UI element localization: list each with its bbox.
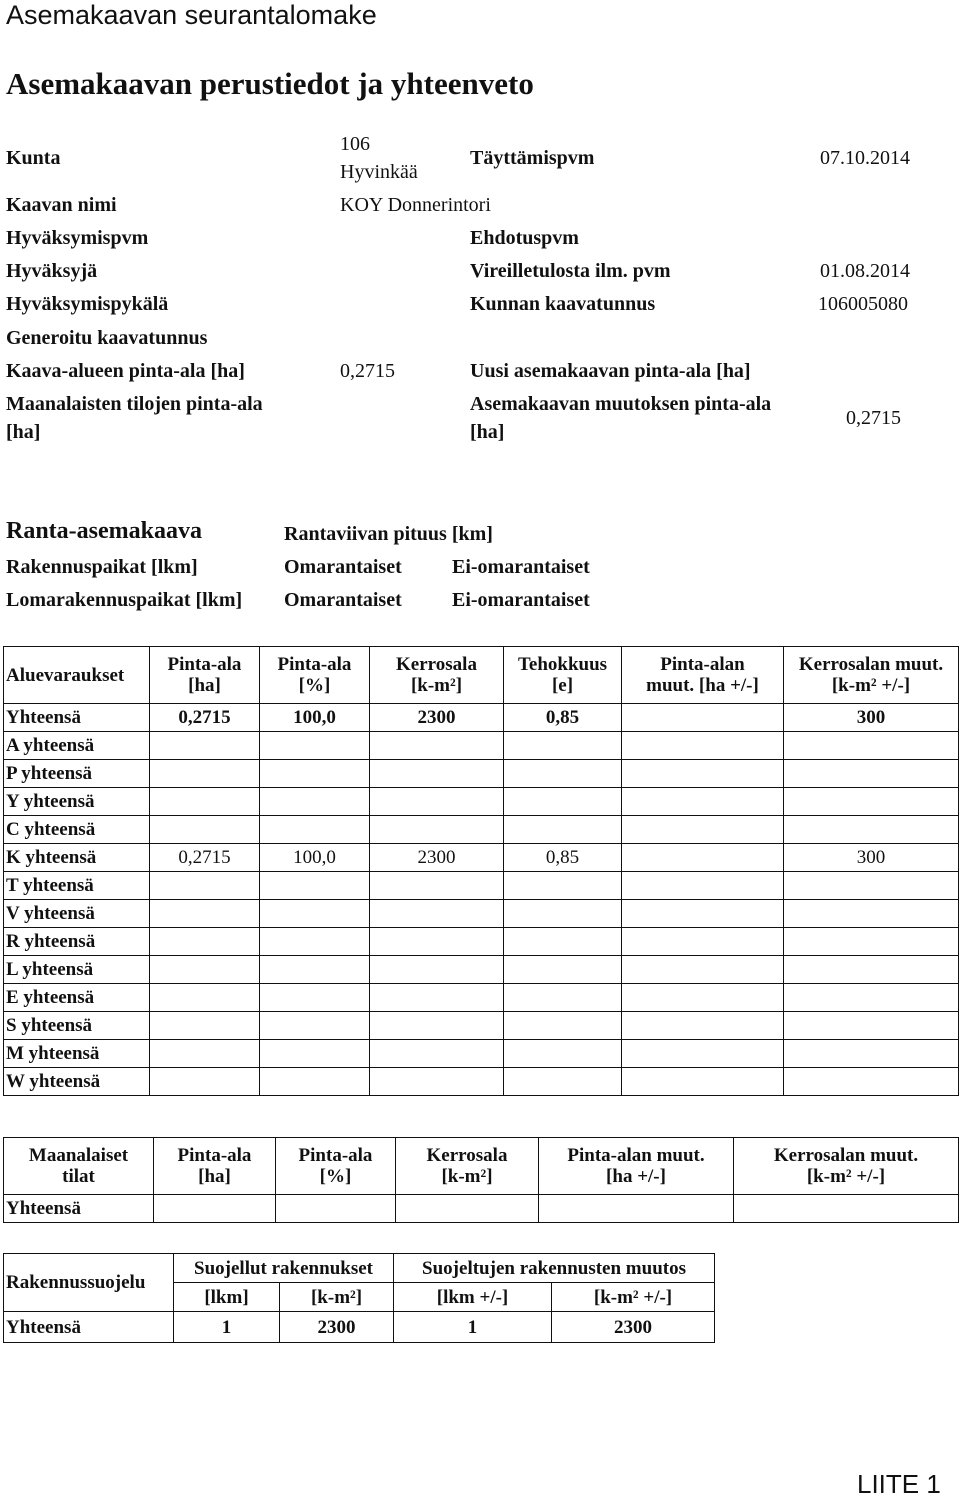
cell-kerrosalan-muut: 300 [784, 844, 959, 872]
kunnan-tunnus-label: Kunnan kaavatunnus [470, 293, 656, 315]
cell-kerrosala [370, 788, 504, 816]
header-kerrosala-line1: Kerrosala [396, 654, 477, 675]
cell-ha [150, 928, 260, 956]
header-tehokkuus-line1: Tehokkuus [517, 654, 608, 675]
tayttamispvm-value: 07.10.2014 [820, 147, 910, 169]
cell-pct [260, 984, 370, 1012]
cell-ha [150, 732, 260, 760]
table-row [4, 1040, 959, 1068]
tayttamispvm-label: Täyttämispvm [470, 147, 595, 169]
cell-kerrosala [370, 816, 504, 844]
total-label: Yhteensä [4, 1312, 174, 1343]
header-maanalaiset-line2: tilat [62, 1166, 95, 1187]
table-header-row [4, 1254, 715, 1283]
cell-kerrosalan-muut [784, 900, 959, 928]
header-lkm: [lkm] [174, 1283, 280, 1312]
cell-pct [260, 956, 370, 984]
ranta-title: Ranta-asemakaava [6, 518, 202, 544]
uusi-label: Uusi asemakaavan pinta-ala [ha] [470, 360, 751, 382]
maanalaiset-label-1: Maanalaisten tilojen pinta-ala [6, 393, 263, 415]
header-rakennussuojelu: Rakennussuojelu [4, 1254, 174, 1312]
row-label: V yhteensä [4, 900, 150, 928]
cell-kerrosala [370, 760, 504, 788]
cell-kerrosalan-muut [784, 956, 959, 984]
row-label: Yhteensä [4, 704, 150, 732]
header-ha-line2: [ha] [198, 1166, 231, 1187]
cell-kerrosalan-muut [784, 1040, 959, 1068]
header-kerrosala [396, 1138, 539, 1195]
table-row [4, 956, 959, 984]
kunta-label: Kunta [6, 147, 61, 169]
cell-kerrosala: 2300 [370, 704, 504, 732]
generoitu-label: Generoitu kaavatunnus [6, 327, 208, 349]
cell-tehokkuus [504, 1068, 622, 1096]
table-row [4, 1068, 959, 1096]
cell-pct [276, 1195, 396, 1223]
cell-ha [150, 1012, 260, 1040]
cell-tehokkuus [504, 1012, 622, 1040]
row-label: L yhteensä [4, 956, 150, 984]
cell-pinta-alan-muut [622, 984, 784, 1012]
cell-km2: 2300 [280, 1312, 394, 1343]
cell-kerrosalan-muut [784, 872, 959, 900]
row-label: P yhteensä [4, 760, 150, 788]
table-row [4, 1012, 959, 1040]
cell-tehokkuus [504, 928, 622, 956]
header-kerrosala-line2: [k-m²] [441, 1166, 493, 1187]
header-kerrosala-line2: [k-m²] [410, 675, 463, 696]
muutos-value: 0,2715 [846, 407, 901, 429]
cell-tehokkuus [504, 956, 622, 984]
row-label: E yhteensä [4, 984, 150, 1012]
cell-pinta-alan-muut [622, 900, 784, 928]
cell-pct [260, 872, 370, 900]
cell-tehokkuus [504, 760, 622, 788]
cell-pct [260, 1012, 370, 1040]
cell-ha [150, 788, 260, 816]
cell-pinta-alan-muut [622, 872, 784, 900]
cell-kerrosalan-muut [784, 984, 959, 1012]
cell-kerrosala [370, 1068, 504, 1096]
table-row [4, 844, 959, 872]
muutos-label-1: Asemakaavan muutoksen pinta-ala [470, 393, 772, 415]
cell-lkm-pm: 1 [394, 1312, 552, 1343]
header-kerrosalan-muut-line1: Kerrosalan muut. [773, 1145, 919, 1166]
header-pct-line1: Pinta-ala [298, 1145, 373, 1166]
header-aluevaraukset: Aluevaraukset [4, 647, 150, 704]
cell-kerrosala [396, 1195, 539, 1223]
table-header-row [4, 1138, 959, 1195]
row-label: W yhteensä [4, 1068, 150, 1096]
row-label: R yhteensä [4, 928, 150, 956]
cell-tehokkuus: 0,85 [504, 704, 622, 732]
header-pinta-alan-muut-line2: muut. [ha +/-] [646, 675, 759, 696]
cell-ha [150, 1040, 260, 1068]
row-label: C yhteensä [4, 816, 150, 844]
cell-kerrosala [370, 956, 504, 984]
cell-pct [260, 928, 370, 956]
kunnan-tunnus-value: 106005080 [818, 293, 908, 315]
cell-tehokkuus [504, 872, 622, 900]
kaavan-nimi-value: KOY Donnerintori [340, 194, 491, 216]
header-ha [154, 1138, 276, 1195]
cell-pinta-alan-muut [539, 1195, 734, 1223]
header-pct [276, 1138, 396, 1195]
header-ha-line1: Pinta-ala [167, 654, 242, 675]
vireille-label: Vireilletulosta ilm. pvm [470, 260, 671, 282]
cell-kerrosalan-muut [784, 732, 959, 760]
cell-ha [150, 1068, 260, 1096]
header-ha-line2: [ha] [188, 675, 221, 696]
header-maanalaiset-line1: Maanalaiset [28, 1145, 129, 1166]
cell-ha [150, 760, 260, 788]
header-kerrosalan-muut [734, 1138, 959, 1195]
header-lkm-pm: [lkm +/-] [394, 1283, 552, 1312]
cell-kerrosalan-muut [784, 788, 959, 816]
table-row [4, 704, 959, 732]
header-km2: [k-m²] [280, 1283, 394, 1312]
rakennuspaikat-label: Rakennuspaikat [lkm] [6, 556, 198, 578]
page-heading: Asemakaavan perustiedot ja yhteenveto [6, 66, 534, 101]
cell-pct [260, 1068, 370, 1096]
cell-pct [260, 732, 370, 760]
cell-pinta-alan-muut [622, 928, 784, 956]
cell-pct [260, 816, 370, 844]
row-label: A yhteensä [4, 732, 150, 760]
cell-kerrosalan-muut [784, 1012, 959, 1040]
cell-kerrosalan-muut [784, 760, 959, 788]
pykala-label: Hyväksymispykälä [6, 293, 169, 315]
kunta-code: 106 [340, 133, 370, 155]
cell-pinta-alan-muut [622, 732, 784, 760]
table-row [4, 760, 959, 788]
cell-tehokkuus [504, 900, 622, 928]
cell-ha [150, 900, 260, 928]
header-ha-line1: Pinta-ala [177, 1145, 252, 1166]
aluevaraukset-table [3, 646, 959, 1096]
header-kerrosalan-muut-line2: [k-m² +/-] [831, 675, 911, 696]
cell-pct [260, 760, 370, 788]
cell-kerrosala [370, 732, 504, 760]
kaavan-nimi-label: Kaavan nimi [6, 194, 117, 216]
table-row [4, 1312, 715, 1343]
header-pinta-alan-muut-line1: Pinta-alan muut. [567, 1145, 705, 1166]
cell-tehokkuus: 0,85 [504, 844, 622, 872]
table-row [4, 900, 959, 928]
table-row [4, 1195, 959, 1223]
header-maanalaiset [4, 1138, 154, 1195]
hyvaksymispvm-label: Hyväksymispvm [6, 227, 149, 249]
cell-pinta-alan-muut [622, 1068, 784, 1096]
cell-pinta-alan-muut [622, 760, 784, 788]
cell-ha [154, 1195, 276, 1223]
cell-km2-pm: 2300 [552, 1312, 715, 1343]
cell-pinta-alan-muut [622, 704, 784, 732]
cell-pct [260, 1040, 370, 1068]
header-pinta-alan-muut-line2: [ha +/-] [606, 1166, 666, 1187]
row-label: M yhteensä [4, 1040, 150, 1068]
header-kerrosalan-muut-line1: Kerrosalan muut. [798, 654, 944, 675]
kunta-name: Hyvinkää [340, 161, 418, 183]
cell-pct [260, 788, 370, 816]
form-title: Asemakaavan seurantalomake [6, 0, 377, 30]
cell-kerrosalan-muut [784, 816, 959, 844]
header-kerrosala-line1: Kerrosala [426, 1145, 508, 1166]
rantaviiva-label: Rantaviivan pituus [km] [284, 523, 493, 545]
table-row [4, 928, 959, 956]
kaava-alue-label: Kaava-alueen pinta-ala [ha] [6, 360, 245, 382]
table-header-row [4, 647, 959, 704]
cell-kerrosala [370, 984, 504, 1012]
total-label: Yhteensä [4, 1195, 154, 1223]
hyvaksyja-label: Hyväksyjä [6, 260, 98, 282]
cell-pct: 100,0 [260, 844, 370, 872]
cell-kerrosala [370, 872, 504, 900]
row-label: Y yhteensä [4, 788, 150, 816]
cell-tehokkuus [504, 984, 622, 1012]
maanalaiset-table [3, 1137, 959, 1223]
eiomarantaiset-1: Ei-omarantaiset [452, 556, 590, 578]
cell-pinta-alan-muut [622, 1012, 784, 1040]
cell-ha [150, 984, 260, 1012]
muutos-label-2: [ha] [470, 421, 505, 443]
cell-kerrosala [370, 1040, 504, 1068]
cell-pct: 100,0 [260, 704, 370, 732]
header-pct [260, 647, 370, 704]
ehdotuspvm-label: Ehdotuspvm [470, 227, 579, 249]
header-pct-line2: [%] [298, 675, 331, 696]
eiomarantaiset-2: Ei-omarantaiset [452, 589, 590, 611]
cell-pct [260, 900, 370, 928]
cell-ha [150, 956, 260, 984]
cell-kerrosala [370, 928, 504, 956]
header-suojellut: Suojellut rakennukset [174, 1254, 394, 1283]
header-pct-line2: [%] [319, 1166, 352, 1187]
header-tehokkuus-line2: [e] [551, 675, 574, 696]
header-kerrosalan-muut-line2: [k-m² +/-] [806, 1166, 886, 1187]
cell-tehokkuus [504, 732, 622, 760]
cell-pinta-alan-muut [622, 816, 784, 844]
maanalaiset-label-2: [ha] [6, 421, 41, 443]
header-km2-pm: [k-m² +/-] [552, 1283, 715, 1312]
suojelu-table [3, 1253, 715, 1343]
header-pinta-alan-muut [539, 1138, 734, 1195]
table-row [4, 872, 959, 900]
cell-pinta-alan-muut [622, 1040, 784, 1068]
header-ha [150, 647, 260, 704]
table-row [4, 816, 959, 844]
cell-ha: 0,2715 [150, 704, 260, 732]
header-muutos: Suojeltujen rakennusten muutos [394, 1254, 715, 1283]
cell-pinta-alan-muut [622, 788, 784, 816]
loma-label: Lomarakennuspaikat [lkm] [6, 589, 243, 611]
cell-tehokkuus [504, 788, 622, 816]
vireille-value: 01.08.2014 [820, 260, 910, 282]
header-pinta-alan-muut [622, 647, 784, 704]
cell-kerrosala [370, 1012, 504, 1040]
cell-kerrosalan-muut [734, 1195, 959, 1223]
cell-kerrosala [370, 900, 504, 928]
cell-pinta-alan-muut [622, 844, 784, 872]
omarantaiset-1: Omarantaiset [284, 556, 402, 578]
cell-tehokkuus [504, 1040, 622, 1068]
cell-lkm: 1 [174, 1312, 280, 1343]
row-label: T yhteensä [4, 872, 150, 900]
liite-label: LIITE 1 [857, 1469, 941, 1499]
header-pinta-alan-muut-line1: Pinta-alan [660, 654, 745, 675]
header-kerrosalan-muut [784, 647, 959, 704]
cell-kerrosalan-muut [784, 928, 959, 956]
row-label: K yhteensä [4, 844, 150, 872]
cell-ha [150, 816, 260, 844]
header-pct-line1: Pinta-ala [277, 654, 352, 675]
header-kerrosala [370, 647, 504, 704]
table-row [4, 732, 959, 760]
cell-kerrosalan-muut: 300 [784, 704, 959, 732]
table-row [4, 788, 959, 816]
cell-kerrosalan-muut [784, 1068, 959, 1096]
kaava-alue-value: 0,2715 [340, 360, 395, 382]
cell-kerrosala: 2300 [370, 844, 504, 872]
row-label: S yhteensä [4, 1012, 150, 1040]
cell-tehokkuus [504, 816, 622, 844]
cell-ha [150, 872, 260, 900]
header-tehokkuus [504, 647, 622, 704]
omarantaiset-2: Omarantaiset [284, 589, 402, 611]
cell-pinta-alan-muut [622, 956, 784, 984]
table-row [4, 984, 959, 1012]
cell-ha: 0,2715 [150, 844, 260, 872]
